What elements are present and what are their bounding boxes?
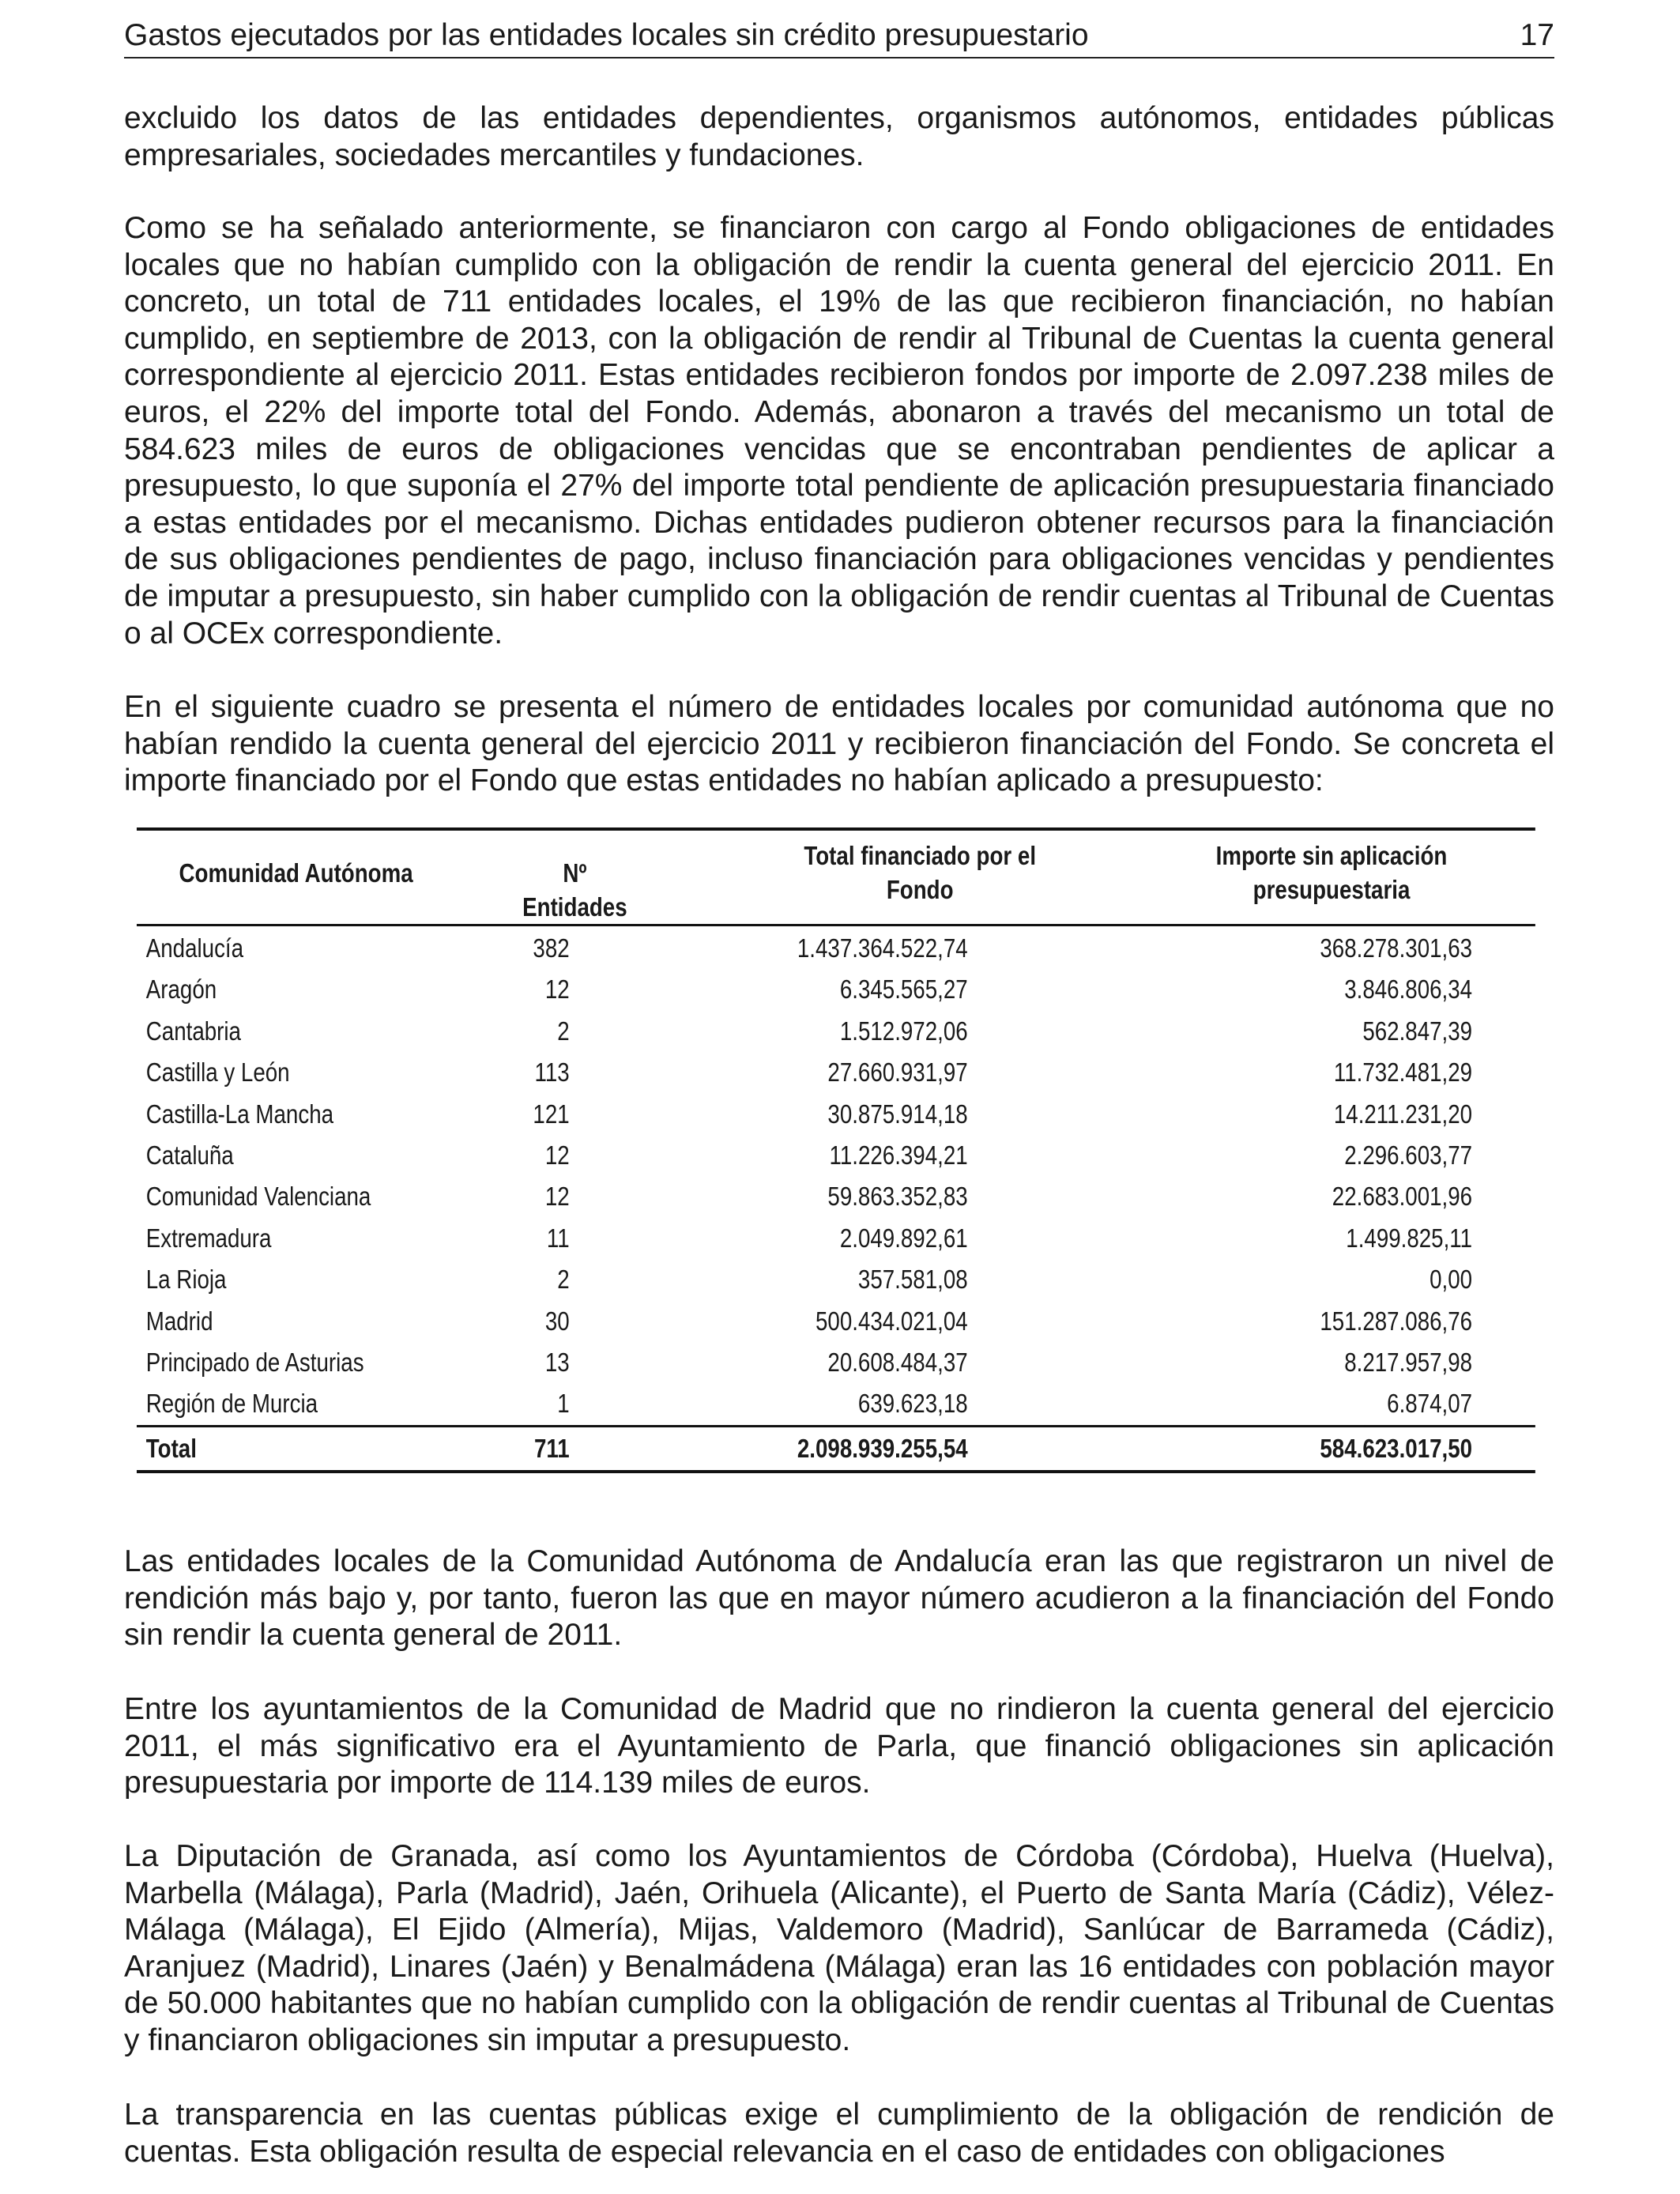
- cell-total-financiado: 2.049.892,61: [839, 1223, 968, 1253]
- table-row: [137, 1052, 1535, 1093]
- table-total-row: [137, 1425, 1535, 1473]
- cell-region: Comunidad Valenciana: [145, 1182, 371, 1212]
- cell-importe-sin-aplicacion: 14.211.231,20: [1333, 1099, 1473, 1129]
- header-total-line2: Fondo: [886, 875, 954, 904]
- cell-total-financiado: 30.875.914,18: [827, 1099, 968, 1129]
- cell-total-financiado: 500.434.021,04: [815, 1306, 968, 1336]
- table-row: [137, 1259, 1535, 1300]
- cell-entidades: 2: [557, 1016, 570, 1046]
- cell-total-financiado: 639.623,18: [857, 1389, 968, 1419]
- cell-entidades: 1: [557, 1389, 570, 1419]
- cell-total-financiado: 357.581,08: [857, 1265, 968, 1295]
- table-row: [137, 1094, 1535, 1135]
- cell-region: Principado de Asturias: [145, 1347, 364, 1377]
- cell-entidades: 12: [544, 974, 570, 1005]
- cell-region: Castilla y León: [145, 1057, 290, 1088]
- cell-total-financiado: 1.437.364.522,74: [797, 933, 968, 963]
- cell-importe-sin-aplicacion: 0,00: [1430, 1265, 1473, 1295]
- cell-region: Andalucía: [145, 933, 244, 963]
- header-title: Gastos ejecutados por las entidades locales sin crédito presupuestario: [124, 18, 1089, 52]
- cell-entidades: 113: [534, 1057, 570, 1088]
- paragraph-3: En el siguiente cuadro se presenta el número de entidades locales por comunidad autónoma que no habían rendido la cuenta general del ejercicio 2011 y recibieron financiación del Fondo. Se concreta el importe financiado por el Fondo que estas entidades no habían aplicado a presupuesto:: [124, 690, 1554, 798]
- header-importe-line2: presupuestaria: [1252, 875, 1411, 904]
- total-financiado: 2.098.939.255,54: [797, 1433, 968, 1463]
- header-entidades: Nº Entidades: [522, 858, 627, 922]
- paragraph-5: Entre los ayuntamientos de la Comunidad de Madrid que no rindieron la cuenta general del ejercicio 2011, el más significativo era el Ayuntamiento de Parla, que financió obligaciones sin aplicación presupuestaria por importe de 114.139 miles de euros.: [124, 1692, 1554, 1800]
- cell-importe-sin-aplicacion: 11.732.481,29: [1333, 1057, 1473, 1088]
- cell-entidades: 12: [544, 1182, 570, 1212]
- paragraph-7: La transparencia en las cuentas públicas exige el cumplimiento de la obligación de rendición de cuentas. Esta obligación resulta de especial relevancia en el caso de entidades con obligaciones: [124, 2098, 1554, 2169]
- cell-entidades: 13: [544, 1347, 570, 1377]
- cell-total-financiado: 59.863.352,83: [827, 1182, 968, 1212]
- header-importe: [1166, 839, 1497, 907]
- cell-entidades: 2: [557, 1265, 570, 1295]
- table-row: [137, 1011, 1535, 1052]
- cell-entidades: 12: [544, 1140, 570, 1170]
- cell-importe-sin-aplicacion: 562.847,39: [1362, 1016, 1473, 1046]
- paragraph-4: Las entidades locales de la Comunidad Autónoma de Andalucía eran las que registraron un nivel de rendición más bajo y, por tanto, fueron las que en mayor número acudieron a la financiación del Fondo sin rendir la cuenta general de 2011.: [124, 1544, 1554, 1653]
- total-entidades: 711: [533, 1433, 570, 1463]
- cell-entidades: 30: [544, 1306, 570, 1336]
- financing-table: [137, 827, 1473, 1473]
- header-importe-line1: Importe sin aplicación: [1215, 841, 1448, 870]
- cell-entidades: 382: [533, 933, 570, 963]
- cell-region: Extremadura: [145, 1223, 272, 1253]
- total-label: Total: [145, 1433, 197, 1463]
- cell-entidades: 121: [533, 1099, 570, 1129]
- table-row: [137, 969, 1535, 1010]
- table-row: [137, 1342, 1535, 1383]
- cell-total-financiado: 1.512.972,06: [839, 1016, 968, 1046]
- table-row: [137, 1135, 1535, 1176]
- header-comunidad: Comunidad Autónoma: [179, 858, 413, 888]
- table-row: [137, 1218, 1535, 1259]
- paragraph-6: La Diputación de Granada, así como los Ayuntamientos de Córdoba (Córdoba), Huelva (Huelva), Marbella (Málaga), Parla (Madrid), Jaén, Orihuela (Alicante), el Puerto de Santa María (Cádiz), Vélez-Málaga (Málaga), El Ejido (Almería), Mijas, Valdemoro (Madrid), Sanlúcar de Barrameda (Cádiz), Aranjuez (Madrid), Linares (Jaén) y Benalmádena (Málaga) eran las 16 entidades con población mayor de 50.000 habitantes que no habían cumplido con la obligación de rendir cuentas al Tribunal de Cuentas y financiaron obligaciones sin imputar a presupuesto.: [124, 1839, 1554, 2057]
- page-header: [124, 14, 1554, 58]
- cell-total-financiado: 20.608.484,37: [827, 1347, 968, 1377]
- cell-importe-sin-aplicacion: 8.217.957,98: [1344, 1347, 1473, 1377]
- total-importe: 584.623.017,50: [1320, 1433, 1473, 1463]
- cell-entidades: 11: [546, 1223, 570, 1253]
- cell-region: Cataluña: [145, 1140, 234, 1170]
- paragraph-2: Como se ha señalado anteriormente, se financiaron con cargo al Fondo obligaciones de entidades locales que no habían cumplido con la obligación de rendir la cuenta general del ejercicio 2011. En concreto, un total de 711 entidades locales, el 19% de las que recibieron financiación, no habían cumplido, en septiembre de 2013, con la obligación de rendir al Tribunal de Cuentas la cuenta general correspondiente al ejercicio 2011. Estas entidades recibieron fondos por importe de 2.097.238 miles de euros, el 22% del importe total del Fondo. Además, abonaron a través del mecanismo un total de 584.623 miles de euros de obligaciones vencidas que se encontraban pendientes de aplicar a presupuesto, lo que suponía el 27% del importe total pendiente de aplicación presupuestaria financiado a estas entidades por el mecanismo. Dichas entidades pudieron obtener recursos para la financiación de sus obligaciones pendientes de pago, incluso financiación para obligaciones vencidas y pendientes de imputar a presupuesto, sin haber cumplido con la obligación de rendir cuentas al Tribunal de Cuentas o al OCEx correspondiente.: [124, 211, 1554, 650]
- cell-importe-sin-aplicacion: 6.874,07: [1387, 1389, 1473, 1419]
- cell-total-financiado: 6.345.565,27: [839, 974, 968, 1005]
- cell-region: La Rioja: [145, 1265, 227, 1295]
- table-row: [137, 1176, 1535, 1217]
- table-row: [137, 1383, 1535, 1424]
- cell-importe-sin-aplicacion: 1.499.825,11: [1346, 1223, 1473, 1253]
- table-row: [137, 1301, 1535, 1342]
- cell-region: Castilla-La Mancha: [145, 1099, 334, 1129]
- cell-importe-sin-aplicacion: 22.683.001,96: [1332, 1182, 1473, 1212]
- table-row: [137, 928, 1535, 969]
- header-total: [754, 839, 1086, 907]
- cell-total-financiado: 11.226.394,21: [829, 1140, 968, 1170]
- cell-total-financiado: 27.660.931,97: [827, 1057, 968, 1088]
- cell-importe-sin-aplicacion: 368.278.301,63: [1320, 933, 1473, 963]
- table-header: [137, 831, 1535, 926]
- table-body: [137, 928, 1535, 1425]
- cell-region: Madrid: [145, 1306, 213, 1336]
- page-number: 17: [1520, 18, 1554, 52]
- cell-region: Cantabria: [145, 1016, 241, 1046]
- cell-region: Región de Murcia: [145, 1389, 318, 1419]
- cell-importe-sin-aplicacion: 2.296.603,77: [1344, 1140, 1473, 1170]
- paragraph-1: excluido los datos de las entidades dependientes, organismos autónomos, entidades públicas empresariales, sociedades mercantiles y fundaciones.: [124, 101, 1554, 172]
- cell-region: Aragón: [145, 974, 217, 1005]
- cell-importe-sin-aplicacion: 3.846.806,34: [1344, 974, 1473, 1005]
- header-total-line1: Total financiado por el: [804, 841, 1037, 870]
- document-page: [124, 0, 1554, 2194]
- cell-importe-sin-aplicacion: 151.287.086,76: [1320, 1306, 1473, 1336]
